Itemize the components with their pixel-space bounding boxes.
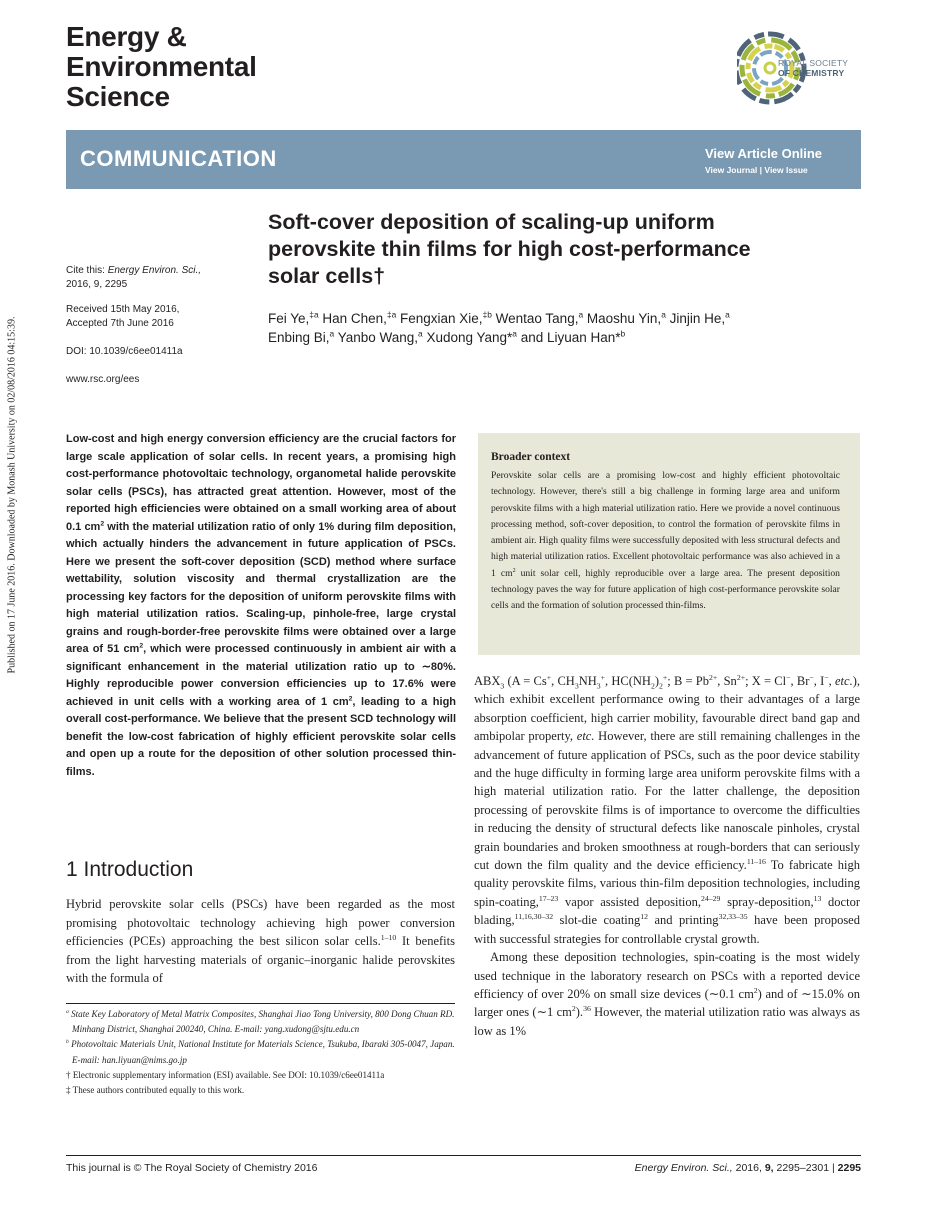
- paper-title-line: solar cells†: [268, 264, 386, 288]
- author-affiliation: b: [620, 328, 626, 339]
- author-affiliation: a: [329, 328, 335, 339]
- author-affiliation: a: [418, 328, 423, 339]
- doi[interactable]: DOI: 10.1039/c6ee01411a: [66, 346, 183, 357]
- journal-url[interactable]: www.rsc.org/ees: [66, 374, 140, 385]
- view-links: [705, 165, 808, 175]
- footnote-equal-contribution: ‡ These authors contributed equally to this work.: [66, 1085, 245, 1096]
- reference-link[interactable]: 17–23: [538, 893, 559, 903]
- publisher-name: ROYAL SOCIETY OF CHEMISTRY: [778, 58, 849, 78]
- received-date: Received 15th May 2016,: [66, 304, 180, 315]
- body-text-right-column: [474, 672, 860, 1040]
- view-links-separator: |: [759, 165, 763, 175]
- paper-title-line: Soft-cover deposition of scaling-up uniform: [268, 210, 715, 234]
- author-affiliation: a: [578, 309, 584, 320]
- reference-link[interactable]: 1–10: [380, 932, 397, 942]
- reference-link[interactable]: 11–16: [746, 856, 766, 866]
- journal-title-line: Science: [66, 81, 170, 112]
- footer-copyright: This journal is © The Royal Society of Chemistry 2016: [66, 1162, 318, 1174]
- download-notice-text: Published on 17 June 2016. Downloaded by Monash University on 02/08/2016 04:15:39.: [6, 316, 18, 674]
- footnotes: [66, 1007, 458, 1098]
- reference-link[interactable]: 32,33–35: [718, 912, 748, 922]
- reference-link[interactable]: 24–29: [701, 893, 721, 903]
- view-journal-link[interactable]: View Journal: [705, 165, 758, 175]
- footer-citation: Energy Environ. Sci., 2016, 9, 2295–2301 | 2295: [634, 1162, 861, 1174]
- cite-journal: Energy Environ. Sci.,: [107, 265, 202, 276]
- broader-context-title: Broader context: [491, 451, 571, 463]
- footnote-divider: [66, 1003, 455, 1004]
- author-affiliation: ‡a: [309, 309, 319, 320]
- accepted-date: Accepted 7th June 2016: [66, 318, 174, 329]
- author-name: and Liyuan Han*: [520, 330, 621, 345]
- article-type-label: COMMUNICATION: [80, 146, 277, 171]
- paper-title-line: perovskite thin films for high cost-performance: [268, 237, 751, 261]
- journal-title-line: Environmental: [66, 51, 257, 82]
- reference-link[interactable]: 13: [813, 893, 822, 903]
- cite-details: 2016, 9, 2295: [66, 279, 128, 290]
- section-heading-introduction: 1 Introduction: [66, 858, 194, 881]
- download-notice: [2, 275, 22, 715]
- author-name: Fengxian Xie,: [400, 311, 483, 326]
- author-affiliation: a: [725, 309, 730, 320]
- author-name: Maoshu Yin,: [586, 311, 662, 326]
- view-issue-link[interactable]: View Issue: [764, 165, 808, 175]
- view-article-online-link[interactable]: View Article Online: [705, 146, 823, 161]
- paper-title: [268, 209, 858, 290]
- author-affiliation: ‡a: [386, 309, 397, 320]
- author-name: Han Chen,: [322, 311, 387, 326]
- citation-info: [66, 264, 256, 292]
- dates-info: [66, 303, 256, 331]
- author-name: Fei Ye,: [268, 311, 310, 326]
- journal-title: [66, 22, 257, 112]
- footer-divider: [66, 1155, 861, 1156]
- journal-title-line: Energy &: [66, 21, 187, 52]
- reference-link[interactable]: 36: [583, 1004, 591, 1014]
- page-number: 2295: [837, 1162, 861, 1174]
- paragraph: $ABX_3$ (A = Cs+, $CH_3NH_3^+$, $HC(NH_2)_2^+$; $B = Pb^{2+}$, $Sn^{2+}$; X = Cl−, Br−, I−, etc.), which exhibit excellent performance owing to their advantages of a large absorption coefficient, high carrier mobility, favourable direct band gap and ambipolar property, etc. However, there are still remaining challenges in the advancement of future application of PSCs, such as the poor device stability and the huge difficulty in forming large area uniform perovskite films with a high material utilization ratio. For the latter challenge, the deposition processing of perovskite films is of importance to overcome the difficulties in reducing the density of structural defects like nanoscale pinholes, crystal grain boundaries and broken smoothness at rough-borders that can seriously cut down the film quality and the device efficiency.$^{11-16}$ To fabricate high quality perovskite films, various thin-film deposition technologies, including spin-coating,$^{17-23}$ vapor assisted deposition,$^{24-29}$ spray-deposition,$^{13}$ doctor blading,$^{11,16,30-32}$ slot-die coating$^{12}$ and printing$^{32,33-35}$ have been proposed with successful strategies for controllable crystal growth.: [474, 672, 861, 946]
- reference-link[interactable]: 11,16,30–32: [514, 912, 554, 922]
- author-name: Yanbo Wang,: [337, 330, 419, 345]
- author-name: Xudong Yang*: [426, 330, 513, 345]
- reference-link[interactable]: 12: [640, 912, 649, 922]
- footnote-affiliation-a: $^a$ State Key Laboratory of Metal Matrix Composites, Shanghai Jiao Tong University, 800 Dong Chuan RD. Minhang District, Shanghai 200240, China. E-mail: yang.xudong@sjtu.edu.cn: [66, 1008, 455, 1035]
- author-name: Jinjin He,: [669, 311, 726, 326]
- footnote-esi: † Electronic supplementary information (ESI) available. See DOI: 10.1039/c6ee01411a: [66, 1069, 385, 1080]
- author-affiliation: ‡b: [482, 309, 492, 320]
- author-name: Enbing Bi,: [268, 330, 330, 345]
- abstract: Low-cost and high energy conversion efficiency are the crucial factors for large scale application of solar cells. In recent years, a promising high cost-performance photovoltaic technology, organometal halide perovskite solar cells (PSCs), has attracted great attention. However, most of the reported high efficiencies were obtained on a small working area of about 0.1 $cm^2$ with the material utilization ratio of only 1% during film deposition, which actually hinders the advancement in future application of PSCs. Here we present the soft-cover deposition (SCD) method where surface wettability, solution viscosity and thermal crystallization are the processing key factors for the deposition of uniform perovskite films with high material utilization ratios. Scaling-up, pinhole-free, large crystal grains and rough-border-free perovskite films were obtained over a large area of 51 $cm^2$, which were processed continuously in ambient air with a significant enhancement in the material utilization ratio up to ∼80%. Highly reproducible power conversion efficiencies up to 17.6% were achieved in unit cells with a working area of 1 $cm^2$, leading to a high overall cost-performance. We believe that the present SCD technology will benefit the low-cost fabrication of highly efficient perovskite solar cells and open up a route for the deposition of other solution processed thin-films.: [66, 433, 457, 778]
- cite-label: Cite this:: [66, 265, 105, 276]
- introduction-text: Hybrid perovskite solar cells (PSCs) have been regarded as the most promising photovoltaic technology achieving high power conversion efficiencies (PCEs) approaching the best silicon solar cells.$^{1-10}$ It benefits from the light harvesting materials of organic–inorganic halide perovskites with the formula of: [66, 897, 455, 985]
- author-affiliation: a: [512, 328, 517, 339]
- paragraph: Among these deposition technologies, spin-coating is the most widely used technique in the laboratory research on PSCs with a reported device efficiency of over 20% on small size devices (∼0.1 $cm^2$) and of ∼15.0% on larger ones (∼1 $cm^2).^{36}$ However, the material utilization ratio was always as low as 1%: [474, 950, 860, 1038]
- author-affiliation: a: [661, 309, 666, 320]
- broader-context-text: Perovskite solar cells are a promising low-cost and highly efficient photovoltaic technology. However, there's still a big challenge in forming large area and uniform perovskite films with a high material utilization ratio. Here we provide a novel continuous processing method, soft-cover deposition, to control the formation of perovskite films in ambient air. High quality films were successfully deposited with less structural defects and high material utilization ratios. Excellent photovoltaic performance was also achieved in a 1 $cm^2$ unit solar cell, highly reproducible over a large area. The present deposition technology paves the way for future application of high cost-performance perovskite solar cells and the formation of solution processed thin-films.: [491, 470, 840, 612]
- footnote-affiliation-b: $^b$ Photovoltaic Materials Unit, National Institute for Materials Science, Tsukuba, Ibaraki 305-0047, Japan. E-mail: han.liyuan@nims.go.jp: [66, 1039, 455, 1065]
- author-name: Wentao Tang,: [495, 311, 579, 326]
- author-list: [268, 309, 863, 347]
